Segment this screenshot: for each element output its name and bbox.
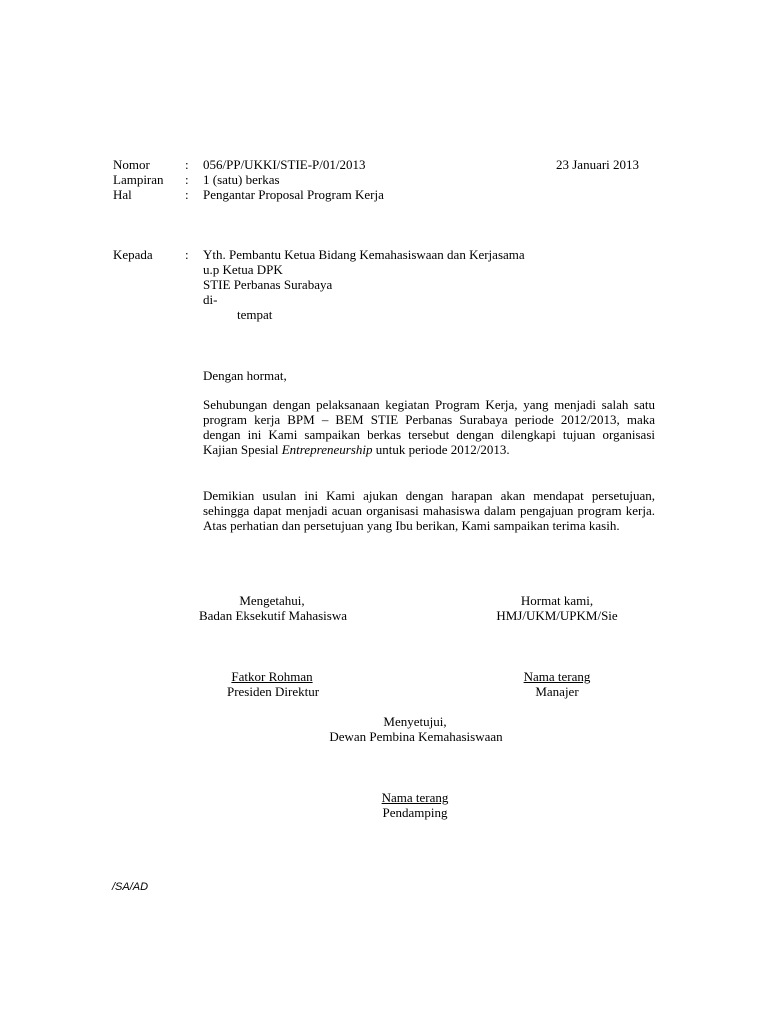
greeting: Dengan hormat,	[203, 368, 287, 383]
recipient-line-5: tempat	[237, 307, 273, 322]
hal-colon: :	[185, 187, 189, 202]
left-sign-name: Fatkor Rohman	[231, 669, 313, 684]
recipient-line-3: STIE Perbanas Surabaya	[203, 277, 333, 292]
kepada-colon: :	[185, 247, 189, 262]
hal-label: Hal	[113, 187, 132, 202]
right-sign-name: Nama terang	[523, 669, 591, 684]
left-sign-title: Mengetahui,	[239, 593, 305, 608]
body-paragraph-2: Demikian usulan ini Kami ajukan dengan harapan akan mendapat persetujuan, sehingga dapat menjadi acuan organisasi mahasiswa dalam pengajuan program kerja. Atas perhatian dan persetujuan yang Ibu berikan, Kami sampaikan terima kasih.	[203, 488, 655, 533]
nomor-value: 056/PP/UKKI/STIE-P/01/2013	[203, 157, 366, 172]
recipient-line-2: u.p Ketua DPK	[203, 262, 283, 277]
lampiran-value: 1 (satu) berkas	[203, 172, 280, 187]
right-sign-org: HMJ/UKM/UPKM/Sie	[496, 608, 618, 623]
nomor-label: Nomor	[113, 157, 150, 172]
left-sign-org: Badan Eksekutif Mahasiswa	[198, 608, 348, 623]
center-sign-position: Pendamping	[382, 805, 448, 820]
recipient-line-4: di-	[203, 292, 218, 307]
paragraph-1-italic: Entrepreneurship	[281, 442, 373, 457]
kepada-label: Kepada	[113, 247, 153, 262]
center-sign-title: Menyetujui,	[383, 714, 447, 729]
nomor-colon: :	[185, 157, 189, 172]
footer-code: /SA/AD	[112, 881, 149, 893]
paragraph-1-text-a: Sehubungan dengan pelaksanaan kegiatan Program Kerja, yang menjadi salah satu program kerja BPM – BEM STIE Perbanas Surabaya periode 2012/2013, maka dengan ini Kami sampaikan berkas tersebut dengan dilengkapi tujuan organisasi Kajian Spesial	[203, 397, 655, 457]
center-sign-name: Nama terang	[381, 790, 449, 805]
hal-value: Pengantar Proposal Program Kerja	[203, 187, 384, 202]
lampiran-colon: :	[185, 172, 189, 187]
letter-date: 23 Januari 2013	[556, 157, 640, 172]
recipient-line-1: Yth. Pembantu Ketua Bidang Kemahasiswaan dan Kerjasama	[203, 247, 525, 262]
paragraph-1-text-b: untuk periode 2012/2013.	[375, 442, 510, 457]
right-sign-title: Hormat kami,	[520, 593, 594, 608]
left-sign-position: Presiden Direktur	[226, 684, 320, 699]
lampiran-label: Lampiran	[113, 172, 164, 187]
center-sign-org: Dewan Pembina Kemahasiswaan	[329, 729, 503, 744]
body-paragraph-1	[203, 397, 655, 457]
right-sign-position: Manajer	[535, 684, 579, 699]
